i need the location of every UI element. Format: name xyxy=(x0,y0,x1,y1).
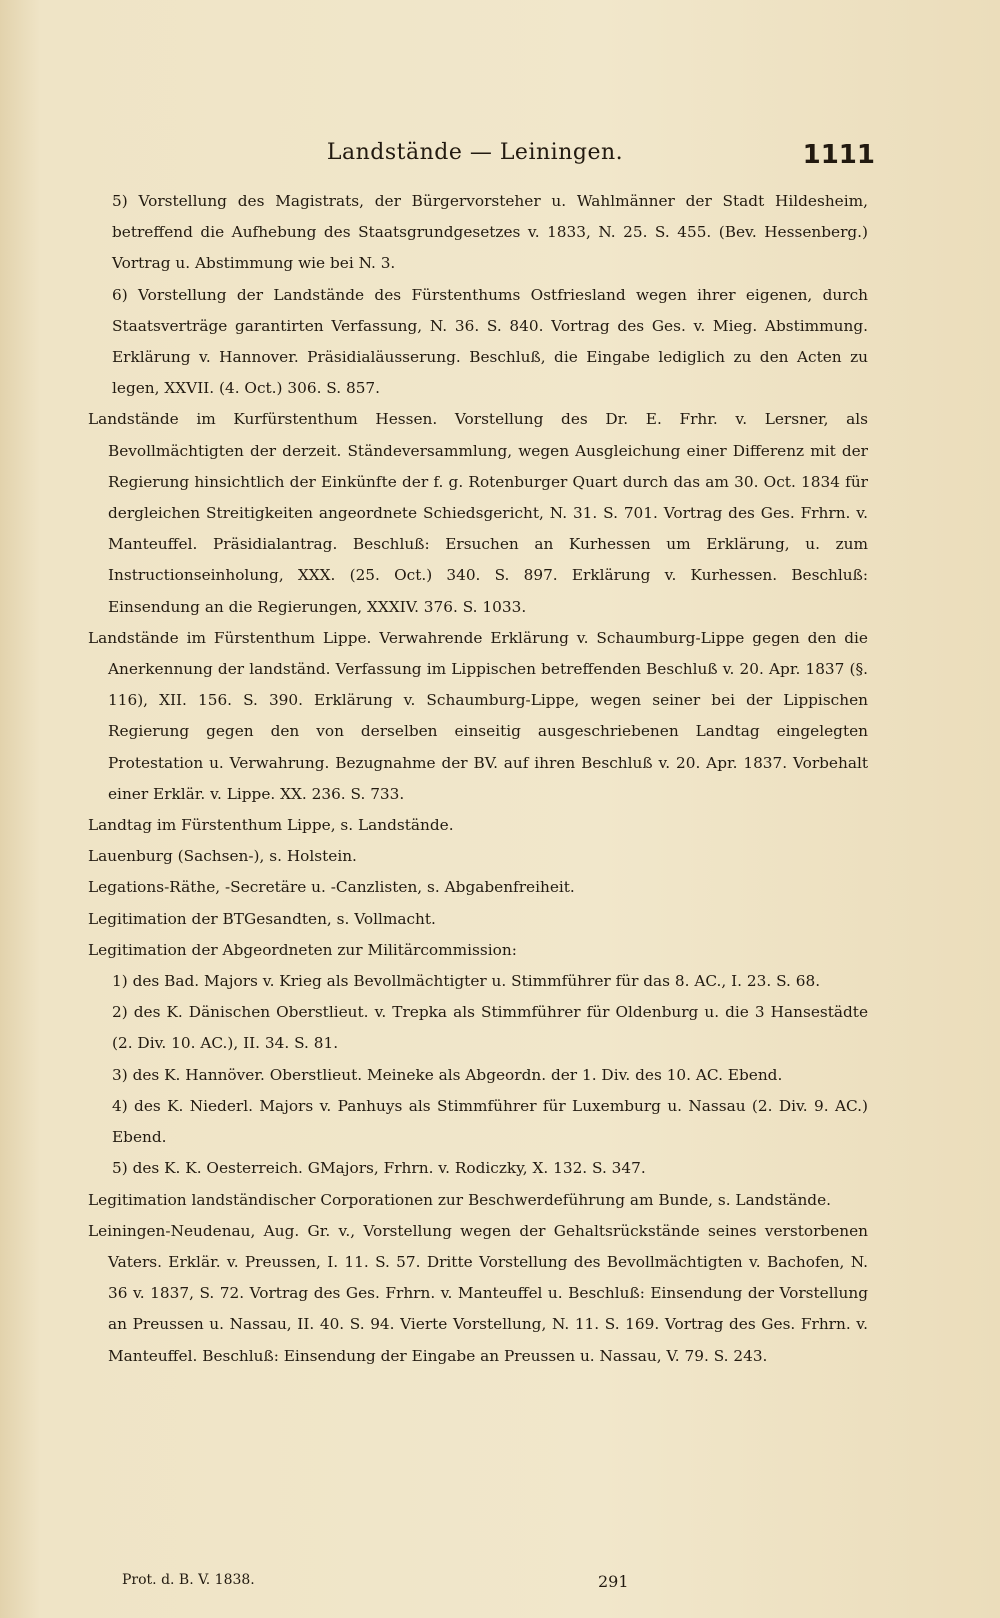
index-entry: Legitimation der BTGesandten, s. Vollmacht. xyxy=(88,909,436,928)
index-entry: Landstände im Kurfürstenthum Hessen. Vorstellung des Dr. E. Frhr. v. Lersner, als Bevollmächtigten der derzeit. Ständeversammlung, wegen Ausgleichung einer Differenz mit der Regierung hinsichtlich der Einkünfte der f. g. Rotenburger Quart durch das am 30. Oct. 1834 für dergleichen Streitigkeiten angeordnete Schiedsgericht, N. 31. S. 701. Vortrag des Ges. Frhrn. v. Manteuffel. Präsidialantrag. Beschluß: Ersuchen an Kurhessen um Erklärung, u. zum Instructionseinholung, XXX. (25. Oct.) 340. S. 897. Erklärung v. Kurhessen. Beschluß: Einsendung an die Regierungen, XXXIV. 376. S. 1033. xyxy=(88,410,868,616)
running-title: Landstände — Leiningen. xyxy=(326,140,624,165)
index-entry: Landstände im Fürstenthum Lippe. Verwahrende Erklärung v. Schaumburg-Lippe gegen den die Anerkennung der landständ. Verfassung im Lippischen betreffenden Beschluß v. 20. Apr. 1837 (§. 116), XII. 156. S. 390. Erklärung v. Schaumburg-Lippe, wegen seiner bei der Lippischen Regierung gegen den von derselben einseitig ausgeschriebenen Landtag eingelegten Protestation u. Verwahrung. Bezugnahme der BV. auf ihren Beschluß v. 20. Apr. 1837. Vorbehalt einer Erklär. v. Lippe. XX. 236. S. 733. xyxy=(88,628,868,803)
index-subentry: 3) des K. Hannöver. Oberstlieut. Meineke als Abgeordn. der 1. Div. des 10. AC. Ebend. xyxy=(112,1065,783,1084)
index-entry: Leiningen-Neudenau, Aug. Gr. v., Vorstellung wegen der Gehaltsrückstände seines verstorbenen Vaters. Erklär. v. Preussen, I. 11. S. 57. Dritte Vorstellung des Bevollmächtigten v. Bachofen, N. 36 v. 1837, S. 72. Vortrag des Ges. Frhrn. v. Manteuffel u. Beschluß: Einsendung der Vorstellung an Preussen u. Nassau, II. 40. S. 94. Vierte Vorstellung, N. 11. S. 169. Vortrag des Ges. Frhrn. v. Manteuffel. Beschluß: Einsendung der Eingabe an Preussen u. Nassau, V. 79. S. 243. xyxy=(88,1221,868,1365)
index-entry: Legitimation landständischer Corporationen zur Beschwerdeführung am Bunde, s. Landstände. xyxy=(88,1190,832,1209)
index-subentry: 2) des K. Dänischen Oberstlieut. v. Trepka als Stimmführer für Oldenburg u. die 3 Hansestädte (2. Div. 10. AC.), II. 34. S. 81. xyxy=(112,1003,868,1053)
index-entry: Legations-Räthe, -Secretäre u. -Canzlisten, s. Abgabenfreiheit. xyxy=(88,878,575,897)
index-entry: Lauenburg (Sachsen-), s. Holstein. xyxy=(88,847,357,866)
index-body xyxy=(88,186,868,1372)
index-entry: 6) Vorstellung der Landstände des Fürstenthums Ostfriesland wegen ihrer eigenen, durch Staatsverträge garantirten Verfassung, N. 36. S. 840. Vortrag des Ges. v. Mieg. Abstimmung. Erklärung v. Hannover. Präsidialäusserung. Beschluß, die Eingabe lediglich zu den Acten zu legen, XXVII. (4. Oct.) 306. S. 857. xyxy=(112,285,868,398)
signature-mark: 291 xyxy=(598,1572,629,1591)
index-entry: Landtag im Fürstenthum Lippe, s. Landstände. xyxy=(88,816,454,835)
index-entry: 5) Vorstellung des Magistrats, der Bürgervorsteher u. Wahlmänner der Stadt Hildesheim, betreffend die Aufhebung des Staatsgrundgesetzes v. 1833, N. 25. S. 455. (Bev. Hessenberg.) Vortrag u. Abstimmung wie bei N. 3. xyxy=(112,192,868,273)
footer-note: Prot. d. B. V. 1838. xyxy=(122,1572,255,1588)
index-entry: Legitimation der Abgeordneten zur Militärcommission: xyxy=(88,940,517,959)
index-subentry: 4) des K. Niederl. Majors v. Panhuys als Stimmführer für Luxemburg u. Nassau (2. Div. 9. AC.) Ebend. xyxy=(112,1096,868,1147)
page-footer xyxy=(122,1572,870,1596)
index-subentry: 1) des Bad. Majors v. Krieg als Bevollmächtigter u. Stimmführer für das 8. AC., I. 23. S. 68. xyxy=(112,972,821,991)
page-number: 1111 xyxy=(802,140,875,170)
running-header xyxy=(80,140,875,180)
index-subentry: 5) des K. K. Oesterreich. GMajors, Frhrn. v. Rodiczky, X. 132. S. 347. xyxy=(112,1159,646,1178)
